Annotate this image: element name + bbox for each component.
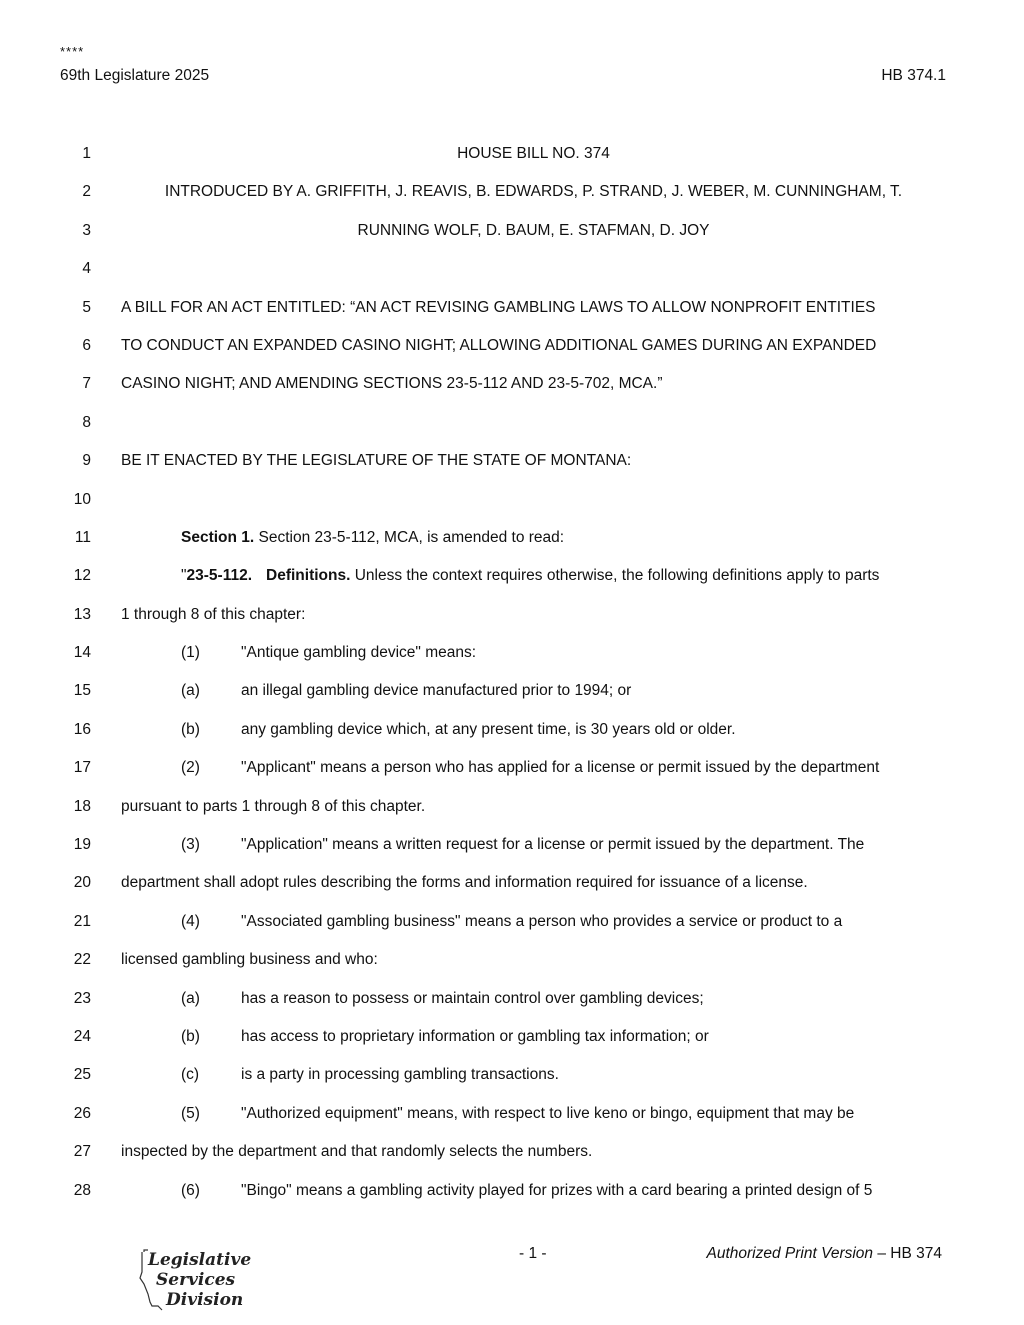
bill-line (0, 365, 1024, 403)
line-number: 22 (73, 951, 91, 969)
bill-line (0, 1018, 1024, 1056)
subsection-label: (4) (181, 912, 200, 930)
header-bill-id: HB 374.1 (881, 67, 946, 84)
line-number: 25 (73, 1066, 91, 1084)
line-text: "Antique gambling device" means: (241, 644, 477, 662)
bill-line (0, 250, 1024, 288)
line-text: 1 through 8 of this chapter: (121, 605, 306, 623)
line-number: 2 (82, 183, 91, 201)
bill-line (0, 481, 1024, 519)
line-number: 19 (73, 836, 91, 854)
line-number: 3 (82, 221, 91, 239)
line-text: TO CONDUCT AN EXPANDED CASINO NIGHT; ALLOWING ADDITIONAL GAMES DURING AN EXPANDED (121, 336, 877, 354)
logo-line-1: Legislative (148, 1250, 252, 1270)
bill-line (0, 634, 1024, 672)
legislative-services-division-logo (136, 1246, 256, 1316)
bill-line (0, 212, 1024, 250)
header-legislature: 69th Legislature 2025 (60, 67, 210, 84)
line-text: inspected by the department and that randomly selects the numbers. (121, 1143, 593, 1161)
bill-line (0, 135, 1024, 173)
authorized-print-version (706, 1245, 942, 1263)
line-number: 8 (82, 413, 91, 431)
bill-line (0, 404, 1024, 442)
bill-line (0, 289, 1024, 327)
header-stars: **** (60, 44, 85, 59)
subsection-label: (b) (181, 1027, 200, 1045)
line-number: 27 (73, 1143, 91, 1161)
subsection-label: (a) (181, 682, 200, 700)
section-number: Section 1. (181, 528, 255, 546)
bill-line (0, 1172, 1024, 1210)
logo-line-2: Services (156, 1270, 236, 1290)
line-text: "Bingo" means a gambling activity played for prizes with a card bearing a printed design of 5 (241, 1181, 873, 1199)
line-number: 10 (73, 490, 91, 508)
bill-line (0, 596, 1024, 634)
subsection-label: (3) (181, 836, 200, 854)
bill-line (0, 442, 1024, 480)
statute-heading: Definitions. (266, 567, 351, 585)
line-number: 13 (73, 605, 91, 623)
line-number: 28 (73, 1181, 91, 1199)
logo-line-3: Division (166, 1290, 244, 1310)
line-number: 5 (82, 298, 91, 316)
bill-line (0, 327, 1024, 365)
line-text: has a reason to possess or maintain control over gambling devices; (241, 989, 704, 1007)
bill-line (0, 749, 1024, 787)
line-text: CASINO NIGHT; AND AMENDING SECTIONS 23-5-112 AND 23-5-702, MCA.” (121, 375, 663, 393)
enacting-clause: BE IT ENACTED BY THE LEGISLATURE OF THE STATE OF MONTANA: (121, 452, 632, 470)
section-intro (121, 519, 946, 557)
line-number: 6 (82, 336, 91, 354)
sponsors-line: INTRODUCED BY A. GRIFFITH, J. REAVIS, B. EDWARDS, P. STRAND, J. WEBER, M. CUNNINGHAM, T. (164, 183, 903, 201)
line-text: Unless the context requires otherwise, the following definitions apply to parts (350, 567, 880, 585)
line-number: 7 (82, 375, 91, 393)
auth-bill: – HB 374 (873, 1245, 942, 1262)
subsection-label: (5) (181, 1104, 200, 1122)
bill-line (0, 903, 1024, 941)
line-number: 23 (73, 989, 91, 1007)
line-text: A BILL FOR AN ACT ENTITLED: “AN ACT REVISING GAMBLING LAWS TO ALLOW NONPROFIT ENTITIES (121, 298, 876, 316)
line-number: 14 (73, 644, 91, 662)
bill-line (0, 557, 1024, 595)
bill-text (0, 135, 1024, 1210)
line-number: 11 (74, 528, 91, 546)
line-number: 15 (73, 682, 91, 700)
line-text: "Associated gambling business" means a person who provides a service or product to a (241, 912, 843, 930)
line-number: 9 (82, 452, 91, 470)
open-quote: " (181, 567, 187, 585)
line-text: "Applicant" means a person who has applied for a license or permit issued by the department (241, 759, 880, 777)
bill-line (0, 1095, 1024, 1133)
subsection-label: (c) (181, 1066, 200, 1084)
line-number: 18 (73, 797, 91, 815)
line-text: pursuant to parts 1 through 8 of this chapter. (121, 797, 426, 815)
line-number: 20 (73, 874, 91, 892)
bill-line (0, 1056, 1024, 1094)
section-heading-line (121, 557, 946, 595)
line-text: "Authorized equipment" means, with respect to live keno or bingo, equipment that may be (241, 1104, 855, 1122)
statute-number: 23-5-112. (186, 567, 253, 585)
sponsors-line: RUNNING WOLF, D. BAUM, E. STAFMAN, D. JOY (357, 221, 710, 239)
bill-line (0, 1133, 1024, 1171)
line-text: "Application" means a written request for a license or permit issued by the department. The (241, 836, 865, 854)
bill-line (0, 864, 1024, 902)
line-number: 26 (73, 1104, 91, 1122)
line-number: 1 (82, 145, 91, 162)
line-text: is a party in processing gambling transactions. (241, 1066, 559, 1084)
bill-line (0, 519, 1024, 557)
subsection-label: (a) (181, 989, 200, 1007)
line-number: 16 (73, 720, 91, 738)
bill-line (0, 980, 1024, 1018)
bill-line (0, 711, 1024, 749)
subsection-label: (2) (181, 759, 200, 777)
line-text: Section 23-5-112, MCA, is amended to read: (254, 528, 565, 546)
line-text: has access to proprietary information or gambling tax information; or (241, 1027, 709, 1045)
subsection-label: (1) (181, 644, 200, 662)
auth-label: Authorized Print Version (706, 1245, 874, 1262)
line-number: 24 (73, 1027, 91, 1045)
bill-title: HOUSE BILL NO. 374 (457, 145, 610, 162)
line-number: 12 (73, 567, 91, 585)
page-number: - 1 - (519, 1245, 547, 1262)
bill-line (0, 826, 1024, 864)
bill-line (0, 173, 1024, 211)
bill-line (0, 672, 1024, 710)
subsection-label: (b) (181, 720, 200, 738)
line-text: an illegal gambling device manufactured prior to 1994; or (241, 682, 632, 700)
line-text: any gambling device which, at any present time, is 30 years old or older. (241, 720, 736, 738)
line-number: 21 (73, 912, 91, 930)
line-number: 4 (82, 260, 91, 278)
subsection-label: (6) (181, 1181, 200, 1199)
bill-line (0, 941, 1024, 979)
bill-line (0, 788, 1024, 826)
line-text: licensed gambling business and who: (121, 951, 378, 969)
line-number: 17 (73, 759, 91, 777)
line-text: department shall adopt rules describing the forms and information required for issuance of a license. (121, 874, 808, 892)
